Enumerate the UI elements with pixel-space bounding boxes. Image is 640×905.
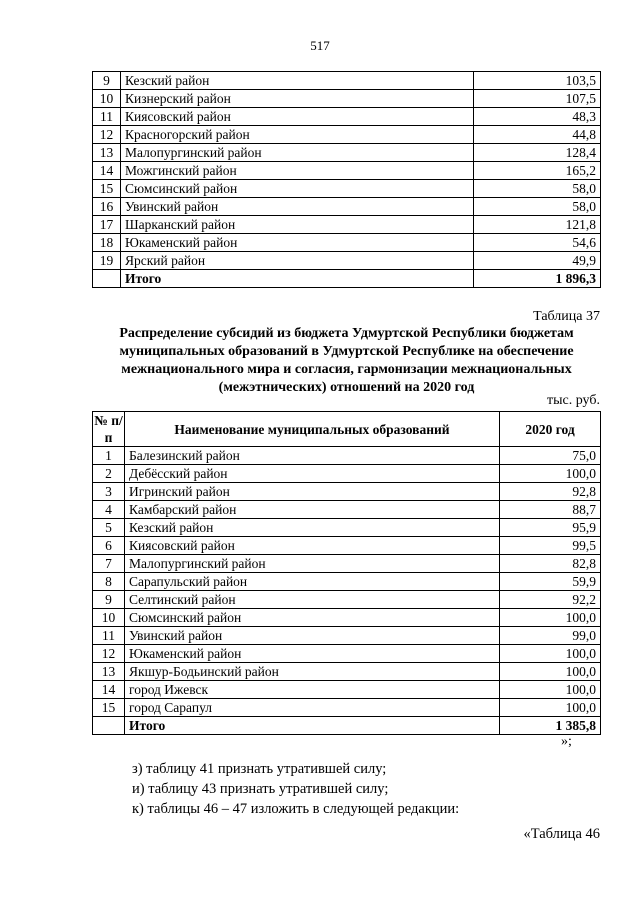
row-name: Балезинский район: [125, 447, 500, 465]
row-name: Ярский район: [121, 252, 474, 270]
row-value: 82,8: [500, 555, 601, 573]
row-number: 12: [93, 126, 121, 144]
table-37-closing: »;: [561, 734, 572, 749]
row-number: 12: [93, 645, 125, 663]
table-row: [93, 108, 601, 126]
table-row: [93, 447, 601, 465]
row-number: 16: [93, 198, 121, 216]
table-row: [93, 162, 601, 180]
table-row: [93, 663, 601, 681]
row-number: 11: [93, 108, 121, 126]
row-number: 7: [93, 555, 125, 573]
row-name: город Сарапул: [125, 699, 500, 717]
row-number: 11: [93, 627, 125, 645]
row-name: Кизнерский район: [121, 90, 474, 108]
row-number: 9: [93, 72, 121, 90]
row-value: 165,2: [474, 162, 601, 180]
row-name: Сарапульский район: [125, 573, 500, 591]
row-value: 100,0: [500, 663, 601, 681]
row-name: Увинский район: [125, 627, 500, 645]
row-name: Камбарский район: [125, 501, 500, 519]
row-value: 100,0: [500, 465, 601, 483]
row-name: город Ижевск: [125, 681, 500, 699]
total-empty-cell: [93, 270, 121, 288]
row-value: 75,0: [500, 447, 601, 465]
row-value: 92,2: [500, 591, 601, 609]
total-label: Итого: [121, 270, 474, 288]
table-row: [93, 465, 601, 483]
table-row: [93, 555, 601, 573]
table-row: [93, 573, 601, 591]
row-name: Юкаменский район: [125, 645, 500, 663]
row-number: 10: [93, 90, 121, 108]
row-number: 18: [93, 234, 121, 252]
row-value: 92,8: [500, 483, 601, 501]
row-value: 54,6: [474, 234, 601, 252]
row-value: 100,0: [500, 699, 601, 717]
row-value: 128,4: [474, 144, 601, 162]
row-number: 6: [93, 537, 125, 555]
row-name: Увинский район: [121, 198, 474, 216]
header-name: Наименование муниципальных образований: [125, 412, 500, 447]
row-number: 17: [93, 216, 121, 234]
table-37-label: Таблица 37: [533, 309, 600, 324]
row-name: Селтинский район: [125, 591, 500, 609]
table-header-row: [93, 412, 601, 447]
table-37-title: Распределение субсидий из бюджета Удмуртской Республики бюджетам муниципальных образований в Удмуртской Республике на обеспечение межнационального мира и согласия, гармонизации межнациональных (межэтнических) отношений на 2020 год: [119, 326, 574, 395]
row-name: Сюмсинский район: [125, 609, 500, 627]
table-row: [93, 609, 601, 627]
row-number: 10: [93, 609, 125, 627]
table-row: [93, 198, 601, 216]
row-number: 13: [93, 144, 121, 162]
total-label: Итого: [125, 717, 500, 735]
row-name: Кезский район: [121, 72, 474, 90]
row-number: 14: [93, 681, 125, 699]
row-value: 95,9: [500, 519, 601, 537]
table-row: [93, 252, 601, 270]
row-number: 8: [93, 573, 125, 591]
row-value: 107,5: [474, 90, 601, 108]
table-row: [93, 144, 601, 162]
total-row: [93, 270, 601, 288]
previous-table: [92, 71, 601, 288]
row-value: 99,5: [500, 537, 601, 555]
row-name: Игринский район: [125, 483, 500, 501]
paragraph-i: и) таблицу 43 признать утратившей силу;: [132, 781, 389, 797]
row-value: 58,0: [474, 198, 601, 216]
table-row: [93, 681, 601, 699]
row-number: 13: [93, 663, 125, 681]
table-row: [93, 126, 601, 144]
row-number: 5: [93, 519, 125, 537]
row-name: Юкаменский район: [121, 234, 474, 252]
row-value: 44,8: [474, 126, 601, 144]
paragraph-z: з) таблицу 41 признать утратившей силу;: [132, 761, 387, 777]
row-name: Малопургинский район: [125, 555, 500, 573]
row-name: Якшур-Бодьинский район: [125, 663, 500, 681]
row-name: Шарканский район: [121, 216, 474, 234]
row-name: Киясовский район: [125, 537, 500, 555]
row-name: Красногорский район: [121, 126, 474, 144]
table-row: [93, 537, 601, 555]
row-value: 59,9: [500, 573, 601, 591]
header-year: 2020 год: [500, 412, 601, 447]
table-row: [93, 645, 601, 663]
table-row: [93, 501, 601, 519]
row-value: 99,0: [500, 627, 601, 645]
row-number: 2: [93, 465, 125, 483]
row-value: 88,7: [500, 501, 601, 519]
table-row: [93, 483, 601, 501]
row-name: Можгинский район: [121, 162, 474, 180]
table-row: [93, 216, 601, 234]
row-name: Киясовский район: [121, 108, 474, 126]
row-number: 14: [93, 162, 121, 180]
row-value: 100,0: [500, 609, 601, 627]
table-37: [92, 411, 601, 735]
table-37-unit: тыс. руб.: [547, 393, 600, 408]
row-value: 103,5: [474, 72, 601, 90]
total-value: 1 385,8: [500, 717, 601, 735]
row-number: 4: [93, 501, 125, 519]
row-value: 49,9: [474, 252, 601, 270]
row-name: Дебёсский район: [125, 465, 500, 483]
row-value: 58,0: [474, 180, 601, 198]
table-row: [93, 627, 601, 645]
row-name: Сюмсинский район: [121, 180, 474, 198]
table-row: [93, 591, 601, 609]
row-name: Малопургинский район: [121, 144, 474, 162]
table-row: [93, 519, 601, 537]
page-number: 517: [310, 38, 330, 53]
row-value: 121,8: [474, 216, 601, 234]
total-row: [93, 717, 601, 735]
row-value: 100,0: [500, 681, 601, 699]
row-name: Кезский район: [125, 519, 500, 537]
row-value: 100,0: [500, 645, 601, 663]
table-row: [93, 234, 601, 252]
paragraph-k: к) таблицы 46 – 47 изложить в следующей редакции:: [132, 801, 460, 817]
row-number: 9: [93, 591, 125, 609]
row-number: 1: [93, 447, 125, 465]
row-number: 19: [93, 252, 121, 270]
table-row: [93, 699, 601, 717]
total-value: 1 896,3: [474, 270, 601, 288]
row-number: 15: [93, 699, 125, 717]
header-num: № п/п: [94, 413, 123, 445]
table-row: [93, 72, 601, 90]
row-number: 3: [93, 483, 125, 501]
row-value: 48,3: [474, 108, 601, 126]
row-number: 15: [93, 180, 121, 198]
next-table-label: «Таблица 46: [523, 826, 600, 842]
table-row: [93, 90, 601, 108]
table-row: [93, 180, 601, 198]
total-empty-cell: [93, 717, 125, 735]
